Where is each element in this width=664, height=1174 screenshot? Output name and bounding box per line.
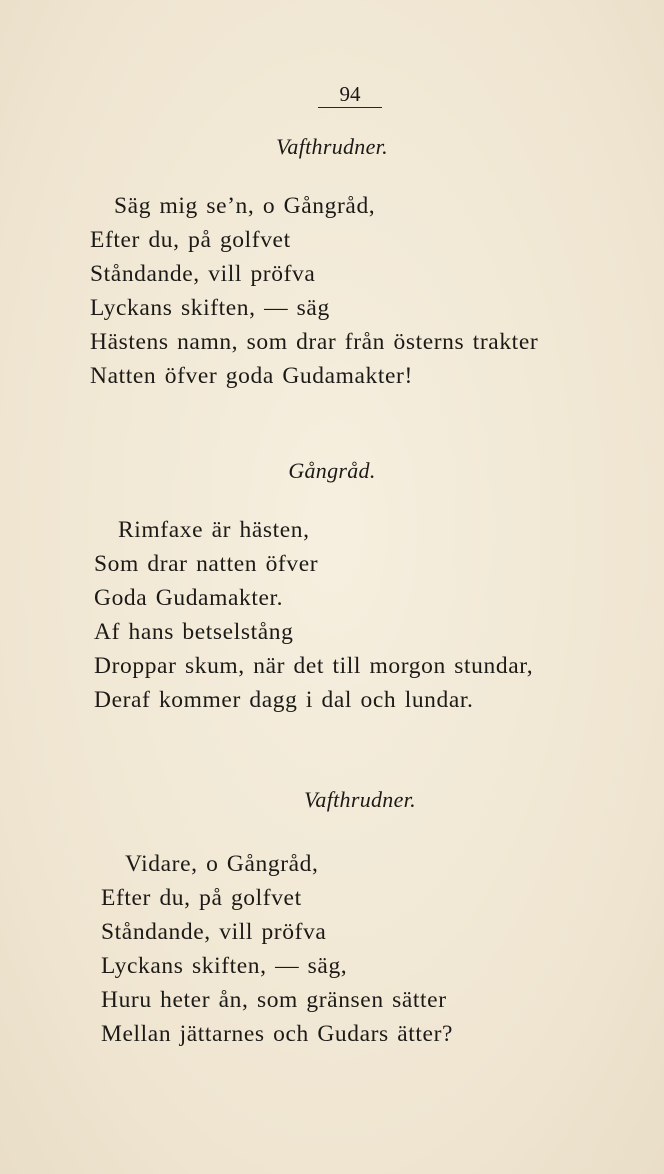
verse-line: Efter du, på golfvet [101, 885, 302, 911]
verse-line: Efter du, på golfvet [90, 227, 291, 253]
verse-line: Droppar skum, när det till morgon stundar, [94, 653, 534, 679]
verse-line: Säg mig se’n, o Gångråd, [114, 193, 376, 219]
stanza-3 [101, 847, 454, 1051]
verse-line: Goda Gudamakter. [94, 585, 284, 611]
verse-line: Af hans betselstång [94, 619, 294, 645]
page-number: 94 [318, 83, 382, 108]
verse-line: Som drar natten öfver [94, 551, 319, 577]
verse-line: Hästens namn, som drar från österns trakter [90, 329, 539, 355]
verse-line: Ståndande, vill pröfva [90, 261, 316, 287]
verse-line: Mellan jättarnes och Gudars ätter? [101, 1021, 454, 1047]
verse-line: Lyckans skiften, — säg [90, 295, 330, 321]
verse-line: Deraf kommer dagg i dal och lundar. [94, 687, 474, 713]
speaker-heading-vafthrudner-2: Vafthrudner. [304, 787, 416, 812]
verse-line: Natten öfver goda Gudamakter! [90, 363, 413, 389]
speaker-heading-vafthrudner-1: Vafthrudner. [276, 134, 388, 159]
verse-line: Lyckans skiften, — säg, [101, 953, 348, 979]
verse-line: Huru heter ån, som gränsen sätter [101, 987, 447, 1013]
stanza-2 [94, 513, 534, 717]
verse-line: Rimfaxe är hästen, [118, 517, 310, 543]
speaker-heading-gangrad: Gångråd. [288, 458, 376, 483]
verse-line: Vidare, o Gångråd, [125, 851, 319, 877]
stanza-1 [90, 189, 539, 393]
verse-line: Ståndande, vill pröfva [101, 919, 327, 945]
